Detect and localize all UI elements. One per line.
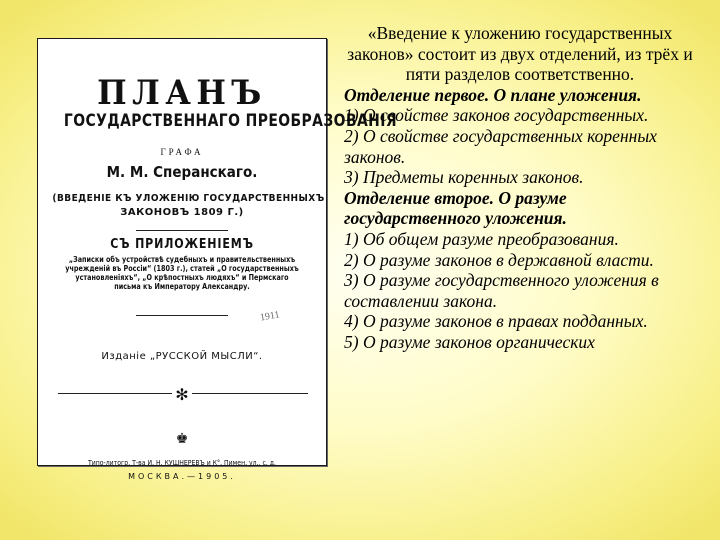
list-item: 1) Об общем разуме преобразования. — [344, 228, 619, 249]
description-text — [344, 23, 696, 353]
section-heading-1: Отделение первое. О плане уложения. — [344, 84, 642, 105]
scan-divider — [136, 315, 228, 316]
list-item: 1) О свойстве законов государственных. — [344, 105, 649, 126]
scan-appendix-line: „Записки объ устройствѣ судебныхъ и правительственныхъ — [68, 255, 296, 264]
section-heading-2: Отделение второе. О разуме государственного уложения. — [344, 187, 567, 229]
list-item: 2) О свойстве государственных коренных законов. — [344, 125, 657, 167]
scan-intro-line2: ЗАКОНОВЪ 1809 Г.) — [120, 207, 244, 218]
scan-ornament — [38, 385, 326, 405]
scan-appendix-line: письма къ Императору Александру. — [114, 282, 250, 291]
intro-paragraph: «Введение к уложению государственных законов» состоит из двух отделений, из трёх и пяти разделов соответственно. — [347, 23, 693, 85]
star-icon: ✻ — [172, 387, 191, 404]
scan-appendix-title: СЪ ПРИЛОЖЕНІЕМЪ — [110, 237, 254, 252]
list-item: 5) О разуме законов органических — [344, 331, 595, 352]
scan-appendix-line: установленіяхъ“, „О крѣпостныхъ людяхъ“ и Пермскаго — [75, 273, 289, 282]
list-item: 3) Предметы коренных законов. — [344, 167, 584, 188]
list-item: 4) О разуме законов в правах подданных. — [344, 311, 648, 332]
scan-divider — [136, 230, 228, 231]
scan-intro-line1: (ВВЕДЕНІЕ КЪ УЛОЖЕНІЮ ГОСУДАРСТВЕННЫХЪ — [52, 193, 325, 204]
scan-graf: ГРАФА — [160, 147, 204, 157]
scan-author: М. М. Сперанскаго. — [106, 163, 258, 181]
title-page-scan — [37, 38, 398, 481]
list-item: 2) О разуме законов в державной власти. — [344, 249, 654, 270]
scan-city-year: МОСКВА.—1905. — [128, 472, 236, 481]
scan-edition: Изданіе „РУССКОЙ МЫСЛИ“. — [101, 351, 263, 362]
list-item: 3) О разуме государственного уложения в составлении закона. — [344, 270, 659, 311]
scan-title: ПЛАНЪ — [97, 73, 267, 113]
scan-printer: Типо-литогр. Т-ва И. Н. КУШНЕРЕВЪ и К°. Пимен. ул., с. д. — [87, 459, 277, 467]
scan-subtitle: ГОСУДАРСТВЕННАГО ПРЕОБРАЗОВАНІЯ — [63, 111, 398, 131]
scan-appendix-line: учрежденій въ Россіи“ (1803 г.), статей „О государственныхъ — [65, 264, 299, 273]
eagle-emblem-icon: ♚ — [175, 432, 189, 447]
scan-handwriting: 1911 — [259, 309, 281, 324]
